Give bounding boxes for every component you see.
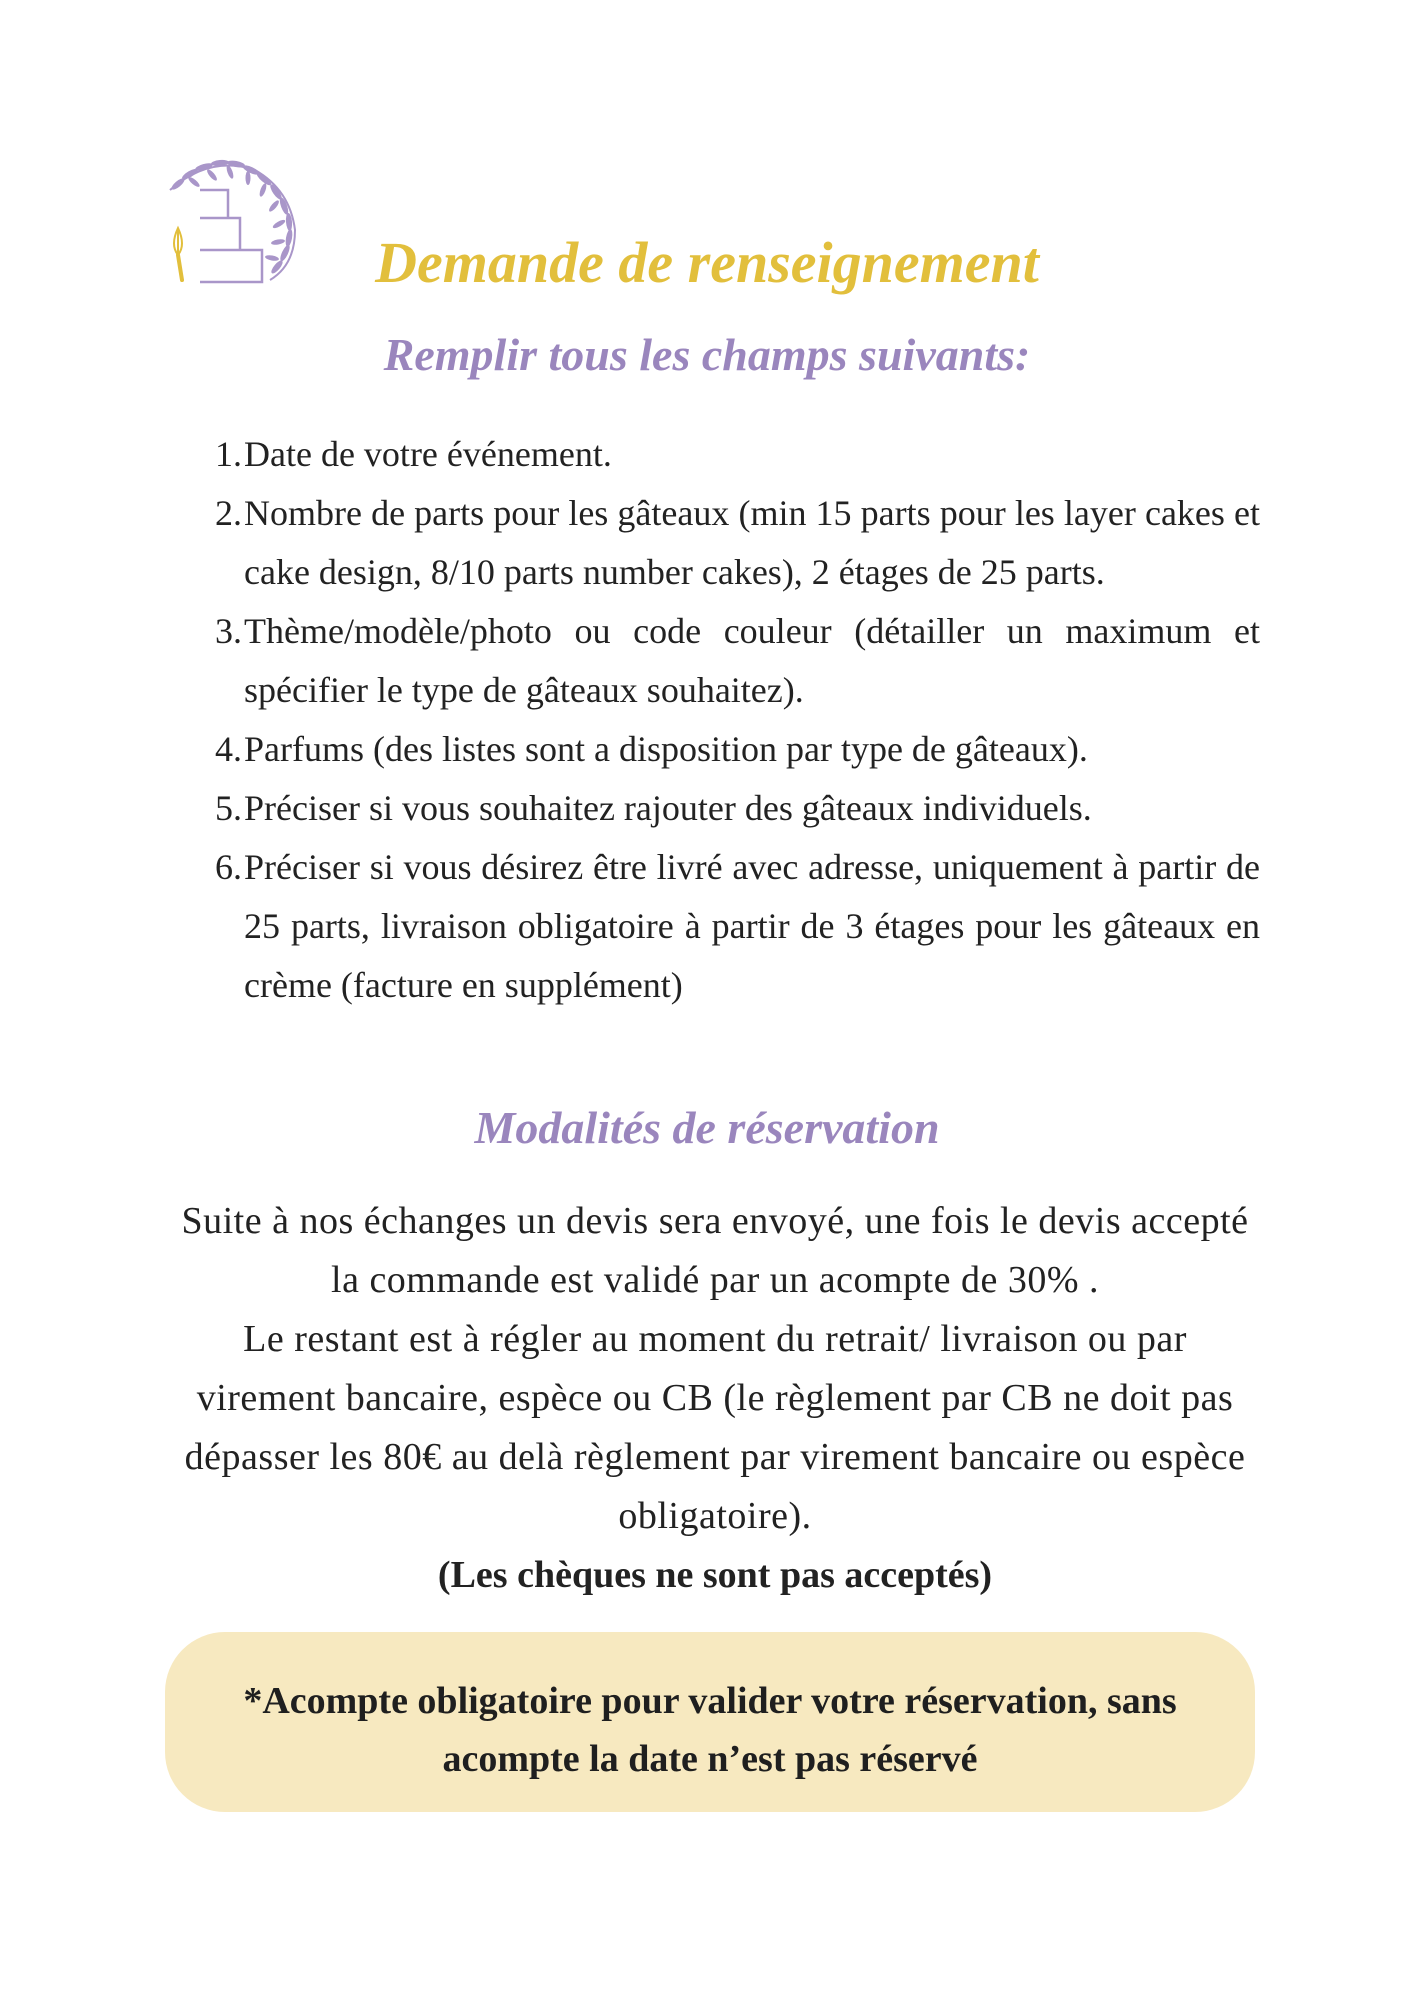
page-subtitle: Remplir tous les champs suivants: [383, 329, 1031, 380]
list-item-number: 3. [215, 611, 242, 651]
list-item [200, 838, 1260, 1015]
reservation-title: Modalités de réservation [474, 1102, 940, 1153]
list-item-text: Préciser si vous souhaitez rajouter des gâteaux individuels. [244, 788, 1092, 828]
reservation-terms [180, 1192, 1250, 1605]
list-item [200, 602, 1260, 720]
list-item [200, 720, 1260, 779]
list-item-text: Date de votre événement. [244, 434, 612, 474]
deposit-notice-box [165, 1632, 1255, 1812]
reservation-line-cheques: (Les chèques ne sont pas acceptés) [437, 1554, 993, 1596]
list-item-text: Préciser si vous désirez être livré avec adresse, uniquement à partir de 25 parts, livraison obligatoire à partir de 3 étages pour les gâteaux en crème (facture en supplément) [244, 847, 1260, 1005]
list-item [200, 484, 1260, 602]
list-item-number: 6. [215, 847, 242, 887]
list-item [200, 779, 1260, 838]
list-item [200, 425, 1260, 484]
list-item-number: 1. [215, 434, 242, 474]
list-item-text: Thème/modèle/photo ou code couleur (détailler un maximum et spécifier le type de gâteaux souhaitez). [244, 611, 1260, 710]
list-item-number: 2. [215, 493, 242, 533]
page-title: Demande de renseignement [375, 230, 1039, 295]
list-item-text: Parfums (des listes sont a disposition par type de gâteaux). [244, 729, 1088, 769]
list-item-number: 4. [215, 729, 242, 769]
list-item-number: 5. [215, 788, 242, 828]
reservation-line-payment: Le restant est à régler au moment du retrait/ livraison ou par virement bancaire, espèce ou CB (le règlement par CB ne doit pas dépasser les 80€ au delà règlement par virement bancaire ou espèce obligatoire). [184, 1318, 1246, 1537]
required-fields-list [200, 425, 1260, 1015]
reservation-line-quote: Suite à nos échanges un devis sera envoyé, une fois le devis accepté la commande est validé par un acompte de 30% . [181, 1200, 1249, 1301]
deposit-notice-text: *Acompte obligatoire pour valider votre réservation, sans acompte la date n’est pas réservé [243, 1680, 1177, 1780]
list-item-text: Nombre de parts pour les gâteaux (min 15 parts pour les layer cakes et cake design, 8/10 parts number cakes), 2 étages de 25 parts. [244, 493, 1260, 592]
